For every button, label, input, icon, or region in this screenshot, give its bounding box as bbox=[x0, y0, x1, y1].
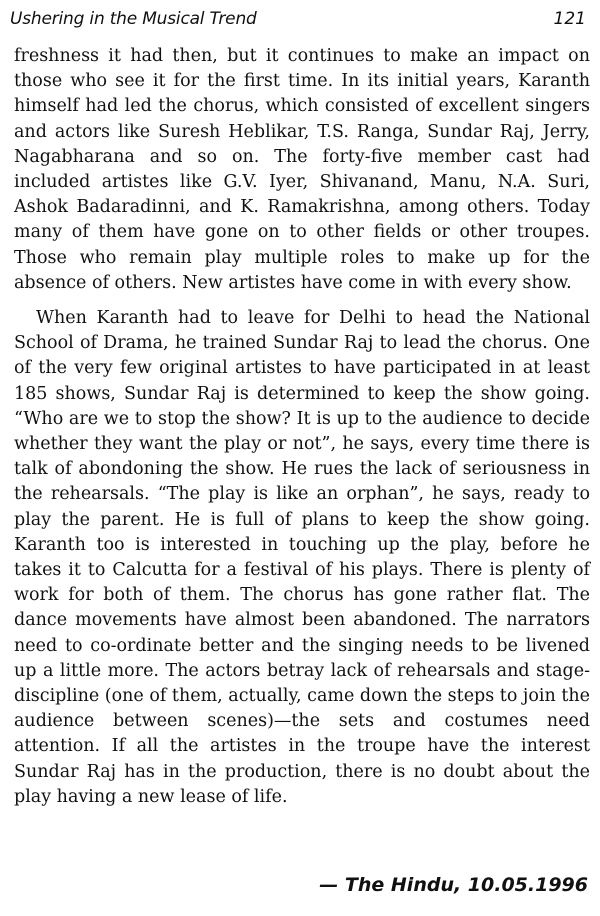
page-number: 121 bbox=[553, 9, 586, 29]
running-head bbox=[10, 9, 588, 35]
body-text bbox=[14, 44, 590, 810]
running-title: Ushering in the Musical Trend bbox=[10, 9, 257, 29]
source-credit: — The Hindu, 10.05.1996 bbox=[319, 874, 588, 896]
paragraph-1: freshness it had then, but it continues to make an impact on those who see it for the first time. In its initial years, Karanth himself had led the chorus, which consisted of excellent singers and actors like Suresh Heblikar, T.S. Ranga, Sundar Raj, Jerry, Nagabharana and so on. The forty-five member cast had included artistes like G.V. Iyer, Shivanand, Manu, N.A. Suri, Ashok Badaradinni, and K. Ramakrishna, among others. Today many of them have gone on to other fields or other troupes. Those who remain play multiple roles to make up for the absence of others. New artistes have come in with every show. bbox=[14, 46, 590, 293]
paragraph-2: When Karanth had to leave for Delhi to head the National School of Drama, he trained Sundar Raj to lead the chorus. One of the very few original artistes to have participated in at least 185 shows, Sundar Raj is determined to keep the show going. “Who are we to stop the show? It is up to the audience to decide whether they want the play or not”, he says, every time there is talk of abondoning the show. He rues the lack of seriousness in the rehearsals. “The play is like an orphan”, he says, ready to play the parent. He is full of plans to keep the show going. Karanth too is interested in touching up the play, before he takes it to Calcutta for a festival of his plays. There is plenty of work for both of them. The chorus has gone rather flat. The dance movements have almost been abandoned. The narrators need to co-ordinate better and the singing needs to be livened up a little more. The actors betray lack of rehearsals and stage-discipline (one of them, actually, came down the steps to join the audience between scenes)—the sets and costumes need attention. If all the artistes in the troupe have the interest Sundar Raj has in the production, there is no doubt about the play having a new lease of life. bbox=[14, 308, 590, 807]
